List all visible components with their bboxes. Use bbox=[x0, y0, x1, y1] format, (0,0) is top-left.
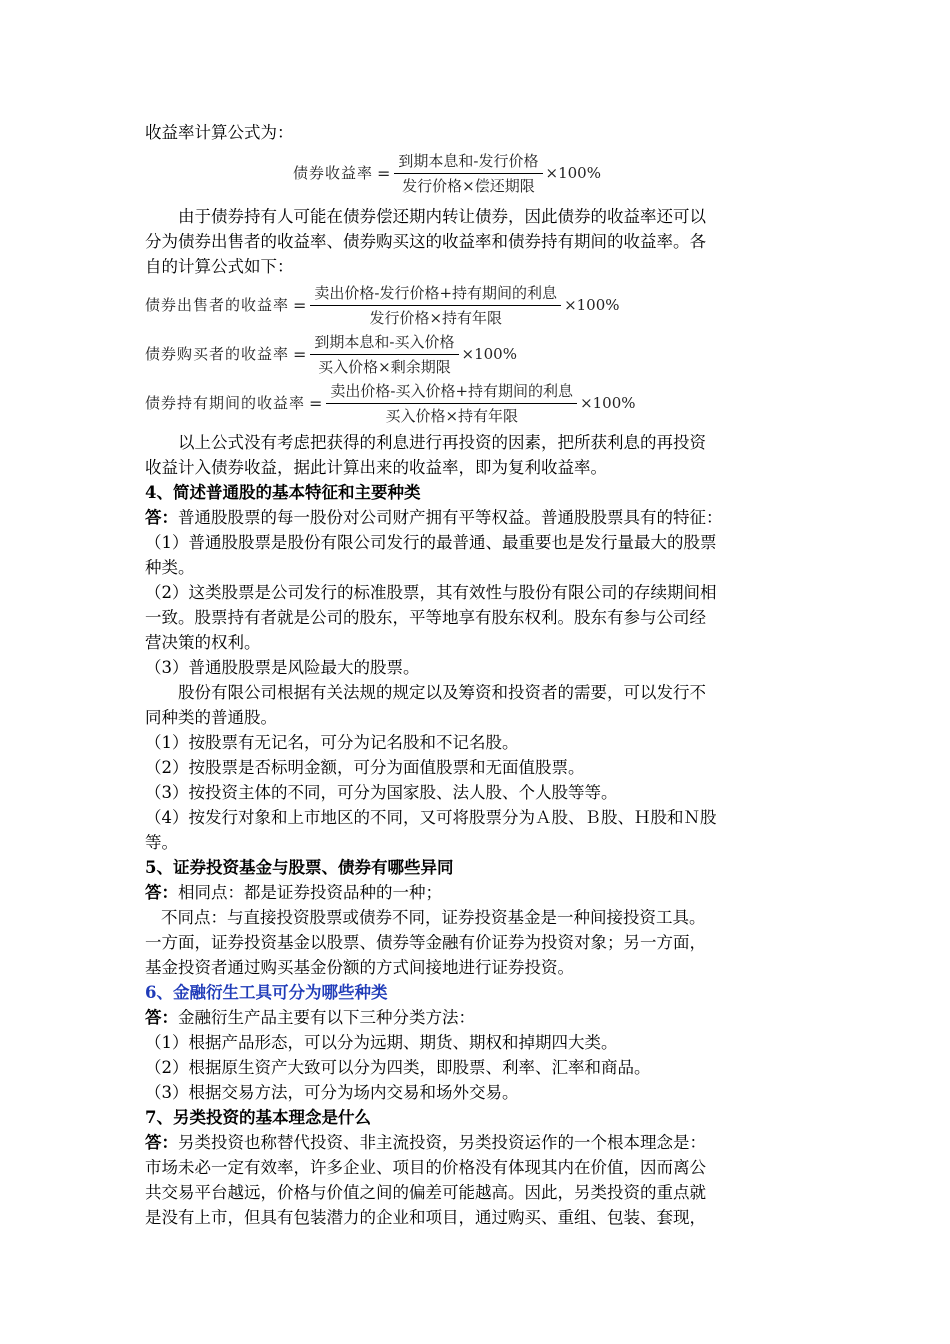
answer-label: 答： bbox=[145, 508, 178, 527]
list-item-line: 种类。 bbox=[145, 558, 195, 577]
numerator: 到期本息和-发行价格 bbox=[394, 151, 542, 174]
list-item-line: （1）按股票有无记名，可分为记名股和不记名股。 bbox=[145, 733, 519, 752]
paragraph-line: 同种类的普通股。 bbox=[145, 708, 277, 727]
paragraph-line: 股份有限公司根据有关法规的规定以及筹资和投资者的需要，可以发行不 bbox=[178, 683, 706, 702]
formula-multiplier: ×100% bbox=[545, 164, 601, 182]
paragraph-line: 基金投资者通过购买基金份额的方式间接地进行证券投资。 bbox=[145, 958, 574, 977]
paragraph-line: 以上公式没有考虑把获得的利息进行再投资的因素，把所获利息的再投资 bbox=[178, 433, 706, 452]
formula-label: 债券收益率 bbox=[293, 164, 374, 182]
paragraph-line: 由于债券持有人可能在债券偿还期内转让债券，因此债券的收益率还可以 bbox=[178, 207, 706, 226]
list-item-line: （2）按股票是否标明金额，可分为面值股票和无面值股票。 bbox=[145, 758, 585, 777]
list-item-line: 一致。股票持有者就是公司的股东，平等地享有股东权利。股东有参与公司经 bbox=[145, 608, 706, 627]
list-item-line: （2）根据原生资产大致可以分为四类，即股票、利率、汇率和商品。 bbox=[145, 1058, 651, 1077]
question-heading-4: 4、简述普通股的基本特征和主要种类 bbox=[145, 483, 421, 502]
fraction bbox=[310, 332, 458, 377]
question-heading-7: 7、另类投资的基本理念是什么 bbox=[145, 1108, 371, 1127]
list-item-line: 等。 bbox=[145, 833, 178, 852]
answer-line bbox=[145, 880, 810, 905]
answer-line bbox=[145, 505, 810, 530]
paragraph-line: 共交易平台越远，价格与价值之间的偏差可能越高。因此，另类投资的重点就 bbox=[145, 1183, 706, 1202]
question-heading-5: 5、证券投资基金与股票、债券有哪些异同 bbox=[145, 858, 454, 877]
formula-equals: = bbox=[293, 296, 307, 315]
paragraph-line: 市场未必一定有效率，许多企业、项目的价格没有体现其内在价值，因而离公 bbox=[145, 1158, 706, 1177]
intro-line: 收益率计算公式为： bbox=[145, 123, 294, 142]
numerator: 卖出价格-发行价格+持有期间的利息 bbox=[310, 283, 561, 306]
answer-label: 答： bbox=[145, 1008, 178, 1027]
numerator: 到期本息和-买入价格 bbox=[310, 332, 458, 355]
paragraph-line: 是没有上市，但具有包装潜力的企业和项目，通过购买、重组、包装、套现， bbox=[145, 1208, 706, 1227]
list-item-line: （2）这类股票是公司发行的标准股票，其有效性与股份有限公司的存续期间相 bbox=[145, 583, 717, 602]
answer-label: 答： bbox=[145, 1133, 178, 1152]
list-item-line: （1）普通股股票是股份有限公司发行的最普通、最重要也是发行量最大的股票 bbox=[145, 533, 717, 552]
answer-text: 相同点：都是证券投资品种的一种； bbox=[178, 883, 442, 902]
paragraph-line: 不同点：与直接投资股票或债券不同，证券投资基金是一种间接投资工具。 bbox=[161, 908, 706, 927]
paragraph-line: 分为债券出售者的收益率、债券购买这的收益率和债券持有期间的收益率。各 bbox=[145, 232, 706, 251]
formula-multiplier: ×100% bbox=[461, 345, 517, 363]
formula-label: 债券持有期间的收益率 bbox=[145, 394, 306, 412]
paragraph-line: 收益计入债券收益，据此计算出来的收益率，即为复利收益率。 bbox=[145, 458, 607, 477]
list-item-line: （1）根据产品形态，可以分为远期、期货、期权和掉期四大类。 bbox=[145, 1033, 618, 1052]
formula-bond-yield bbox=[293, 151, 810, 196]
answer-line bbox=[145, 1130, 810, 1155]
answer-text: 金融衍生产品主要有以下三种分类方法： bbox=[178, 1008, 475, 1027]
formula-equals: = bbox=[377, 164, 391, 183]
list-item-line: （3）普通股股票是风险最大的股票。 bbox=[145, 658, 420, 677]
list-item-line: 营决策的权利。 bbox=[145, 633, 261, 652]
formula-equals: = bbox=[293, 345, 307, 364]
paragraph-line: 自的计算公式如下： bbox=[145, 257, 294, 276]
answer-text: 另类投资也称替代投资、非主流投资，另类投资运作的一个根本理念是： bbox=[178, 1133, 706, 1152]
formula-label: 债券购买者的收益率 bbox=[145, 345, 290, 363]
formula-buyer-yield bbox=[145, 332, 810, 377]
denominator: 发行价格×持有年限 bbox=[369, 309, 503, 327]
answer-text: 普通股股票的每一股份对公司财产拥有平等权益。普通股股票具有的特征： bbox=[178, 508, 723, 527]
paragraph-line: 一方面，证券投资基金以股票、债券等金融有价证券为投资对象；另一方面， bbox=[145, 933, 706, 952]
numerator: 卖出价格-买入价格+持有期间的利息 bbox=[326, 381, 577, 404]
answer-line bbox=[145, 1005, 810, 1030]
answer-label: 答： bbox=[145, 883, 178, 902]
formula-equals: = bbox=[309, 394, 323, 413]
denominator: 买入价格×持有年限 bbox=[385, 407, 519, 425]
formula-multiplier: ×100% bbox=[580, 394, 636, 412]
question-heading-6: 6、金融衍生工具可分为哪些种类 bbox=[145, 983, 388, 1002]
formula-label: 债券出售者的收益率 bbox=[145, 296, 290, 314]
fraction bbox=[394, 151, 542, 196]
denominator: 买入价格×剩余期限 bbox=[318, 358, 451, 376]
list-item-line: （4）按发行对象和上市地区的不同，又可将股票分为Ａ股、Ｂ股、Ｈ股和Ｎ股 bbox=[145, 808, 717, 827]
denominator: 发行价格×偿还期限 bbox=[402, 177, 535, 195]
list-item-line: （3）按投资主体的不同，可分为国家股、法人股、个人股等等。 bbox=[145, 783, 618, 802]
document-page bbox=[145, 120, 810, 1230]
fraction bbox=[310, 283, 561, 328]
formula-holding-yield bbox=[145, 381, 810, 426]
formula-multiplier: ×100% bbox=[564, 296, 620, 314]
fraction bbox=[326, 381, 577, 426]
list-item-line: （3）根据交易方法，可分为场内交易和场外交易。 bbox=[145, 1083, 519, 1102]
formula-seller-yield bbox=[145, 283, 810, 328]
